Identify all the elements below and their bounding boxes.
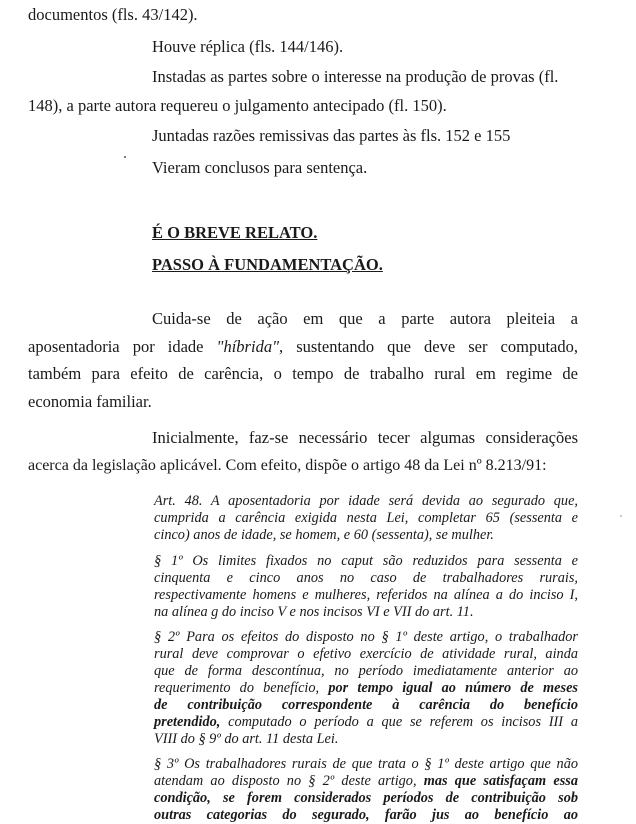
paragraph-line: Inicialmente, faz-se necessário tecer algumas considerações <box>152 428 578 447</box>
paragraph-line: economia familiar. <box>28 392 152 411</box>
paragraph-line: acerca da legislação aplicável. Com efeito, dispõe o artigo 48 da Lei nº 8.213/91: <box>28 457 547 474</box>
text-line: documentos (fls. 43/142). <box>28 5 198 24</box>
section-heading: É O BREVE RELATO. <box>152 223 318 242</box>
italic-term: "híbrida" <box>216 337 279 356</box>
paragraph-line: aposentadoria por idade "híbrida", sustentando que deve ser computado, <box>28 337 578 356</box>
text-line: Instadas as partes sobre o interesse na produção de provas (fl. <box>152 67 559 86</box>
quote-art48: Art. 48. A aposentadoria por idade será devida ao segurado que, cumprida a carência exigida nesta Lei, completar 65 (sessenta e cinco) anos de idade, se homem, e 60 (sessenta), se mulher. <box>154 493 578 543</box>
text-line: Houve réplica (fls. 144/146). <box>152 37 344 56</box>
text-line: Juntadas razões remissivas das partes às fls. 152 e 155 <box>152 126 511 145</box>
paragraph-line: também para efeito de carência, o tempo de trabalho rural em regime de <box>28 364 578 383</box>
quote-paragraph-3: § 3º Os trabalhadores rurais de que trata o § 1º deste artigo que não atendam ao disposto no § 2º deste artigo, mas que satisfaçam essa condição, se forem considerados períodos de contribuição sob outras categorias do segurado, farão jus ao benefício ao <box>154 756 578 823</box>
quote-paragraph-2: § 2º Para os efeitos do disposto no § 1º deste artigo, o trabalhador rural deve comprovar o efetivo exercício de atividade rural, ainda que de forma descontínua, no período imediatamente anterior ao requerimento do benefício, por tempo igual ao número de meses de contribuição correspondente à carência do benefício pretendido, computado o período a que se referem os incisos III a VIII do § 9º do art. 11 desta Lei. <box>154 629 578 747</box>
text-line: 148), a parte autora requereu o julgamento antecipado (fl. 150). <box>28 96 447 115</box>
stray-mark <box>124 156 126 158</box>
paragraph-line: Cuida-se de ação em que a parte autora pleiteia a <box>152 309 578 328</box>
stray-mark <box>620 515 622 517</box>
text-line: Vieram conclusos para sentença. <box>152 158 368 177</box>
section-heading: PASSO À FUNDAMENTAÇÃO. <box>152 255 383 274</box>
quote-paragraph-1: § 1º Os limites fixados no caput são reduzidos para sessenta e cinquenta e cinco anos no caso de trabalhadores rurais, respectivamente homens e mulheres, referidos na alínea a do inciso I, na alínea g do inciso V e nos incisos VI e VII do art. 11. <box>154 553 578 620</box>
